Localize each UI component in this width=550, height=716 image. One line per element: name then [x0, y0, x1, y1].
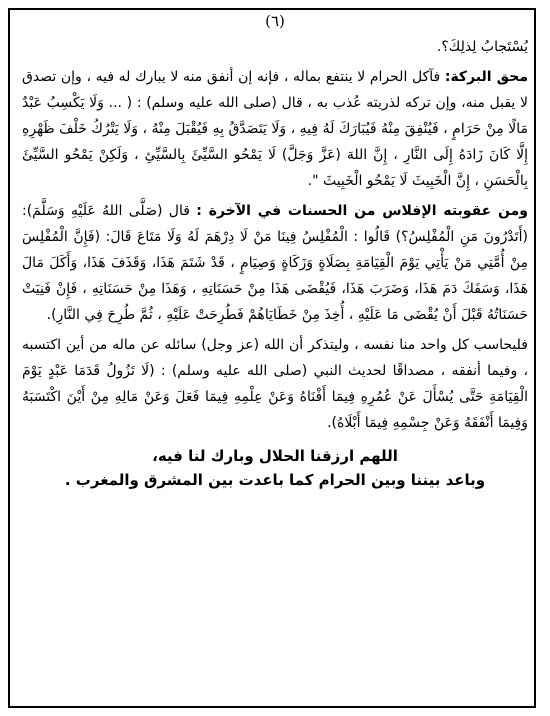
paragraph-heading: ومن عقوبته الإفلاس من الحسنات في الآخرة : — [196, 203, 528, 219]
paragraph-heading: محق البركة: — [444, 69, 528, 85]
closing-prayer-line-1: اللهم ارزقنا الحلال وبارك لنا فيه، — [152, 447, 398, 465]
paragraph-accountability: فليحاسب كل واحد منا نفسه ، وليتذكر أن الله (عز وجل) سائله عن ماله من أين اكتسبه ، وفيما أنفقه ، مصداقًا لحديث النبي (صلى الله عليه وسلم) : (لَا تَزُولُ قَدَمَا عَبْدٍ يَوْمَ الْقِيَامَةِ حَتَّى يُسْأَلَ عَنْ عُمُرِهِ فِيمَا أَفْنَاهُ وَعَنْ عِلْمِهِ فِيمَا فَعَلَ وَعَنْ مَالِهِ مِنْ أَيْنَ اكْتَسَبَهُ وَفِيمَا أَنْفَقَهُ وَعَنْ جِسْمِهِ فِيمَا أَبْلَاهُ). — [22, 337, 528, 431]
page-number: (٦) — [265, 12, 285, 30]
opening-line: يُسْتَجابُ لِذلِكَ؟. — [436, 39, 528, 55]
paragraph-text: قال (صَلَّى اللهُ عَلَيْهِ وَسَلَّمَ): (أَتَدْرُونَ مَنِ الْمُفْلِسُ؟) قَالُوا : الْمُفْلِسُ فِينَا مَنْ لَا دِرْهَمَ لَهُ وَلَا مَتَاعَ قَالَ: (فَإِنَّ الْمُفْلِسَ مِنْ أُمَّتِي مَنْ يَأْتِي يَوْمَ الْقِيَامَةِ بِصَلَاةٍ وَزَكَاةٍ وَصِيَامٍ ، قَدْ شَتَمَ هَذَا، وَقَذَفَ هَذَا، وَأَكَلَ مَالَ هَذَا، وَسَفَكَ دَمَ هَذَا، وَضَرَبَ هَذَا، فَيُقْضَى هَذَا مِنْ حَسَنَاتِهِ ، وَهَذَا مِنْ حَسَنَاتِهِ ، فَإِنْ فَنِيَتْ حَسَنَاتُهُ قَبْلَ أَنْ يُقْضَى مَا عَلَيْهِ ، أُخِذَ مِنْ خَطَايَاهُمْ فَطُرِحَتْ عَلَيْهِ ، ثُمَّ طُرِحَ فِي النَّارِ). — [22, 203, 528, 323]
paragraph-bankruptcy — [22, 198, 528, 328]
paragraph-text: فآكل الحرام لا ينتفع بماله ، فإنه إن أنفق منه لا يبارك له فيه ، وإن تصدق لا يقبل منه، وإن تركه لذريته عُذب به ، قال (صلى الله عليه وسلم) : ( ... وَلَا يَكْسِبُ عَبْدٌ مَالًا مِنْ حَرَامٍ ، فَيُنْفِقَ مِنْهُ فَيُبَارَكَ لَهُ فِيهِ ، وَلَا يَتَصَدَّقُ بِهِ فَيُقْبَلَ مِنْهُ ، وَلَا يَتْرُكُ خَلْفَ ظَهْرِهِ إِلَّا كَانَ زَادَهُ إِلَى النَّارِ ، إِنَّ اللهَ (عَزَّ وَجَلَّ) لَا يَمْحُو السَّيِّئَ بِالسَّيِّئِ ، وَلَكِنْ يَمْحُو السَّيِّئَ بِالْحَسَنِ ، إِنَّ الْخَبِيثَ لَا يَمْحُو الْخَبِيثَ ". — [22, 69, 528, 189]
closing-prayer-line-2: وباعد بيننا وبين الحرام كما باعدت بين المشرق والمغرب . — [64, 471, 486, 489]
paragraph-blessing — [22, 64, 528, 194]
page-body — [22, 34, 528, 492]
